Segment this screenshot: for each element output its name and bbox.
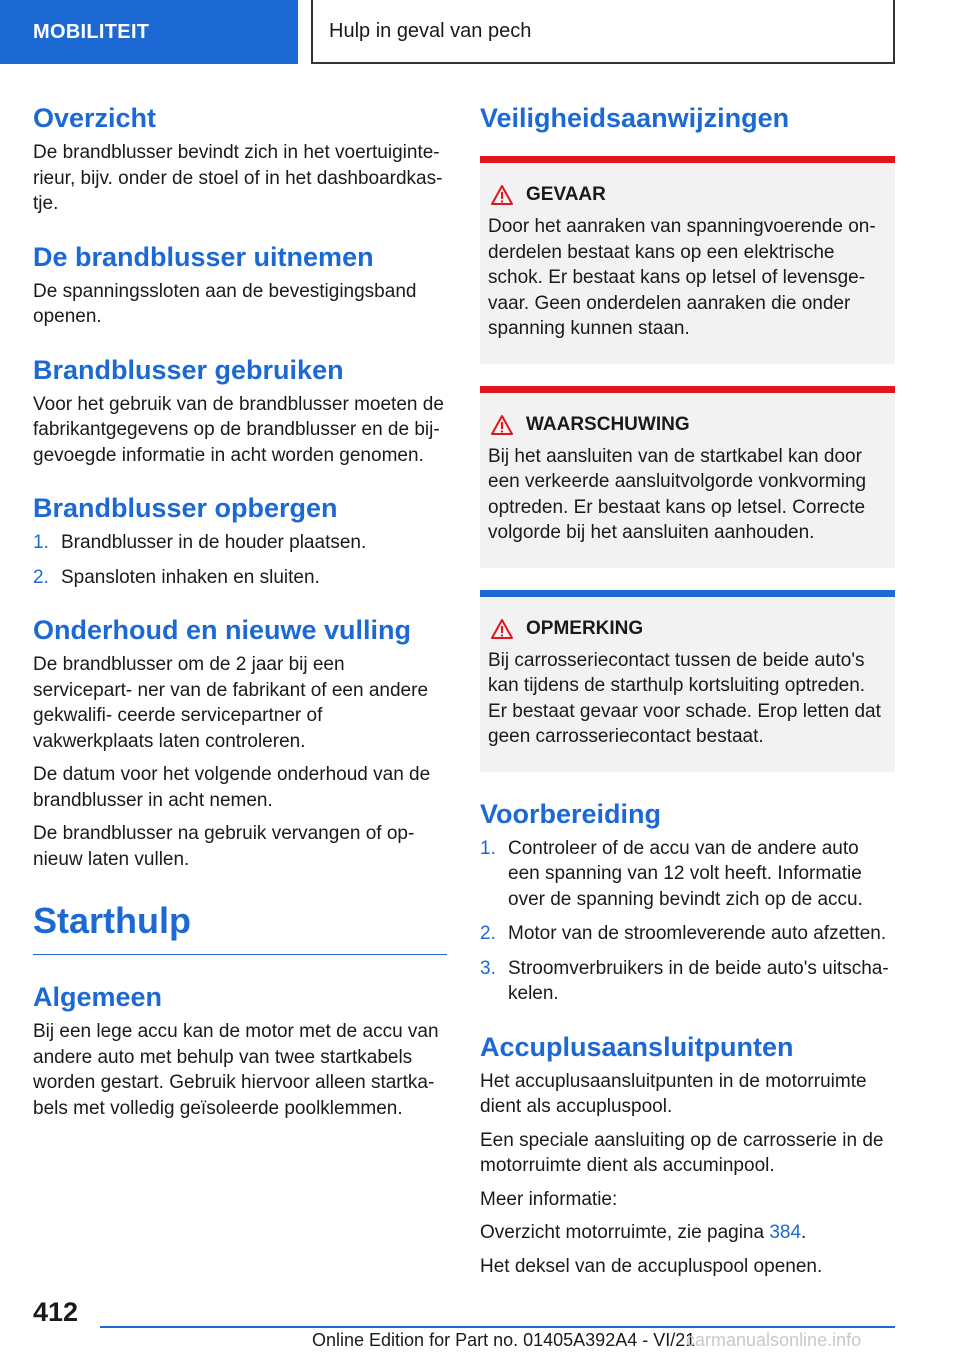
section-voorbereiding xyxy=(480,796,895,1007)
heading-overzicht: Overzicht xyxy=(33,103,157,133)
section-opbergen xyxy=(33,490,447,590)
step-text: Motor van de stroomleverende auto afzetten. xyxy=(508,923,887,944)
text-accuplus-3: Meer informatie: xyxy=(480,1188,618,1210)
heading-algemeen: Algemeen xyxy=(33,982,163,1012)
step-text: Controleer of de accu van de andere auto een spanning van 12 volt heeft. Informatie over de spanning bevindt zich op de accu. xyxy=(508,837,863,910)
warning-text: Bij carrosseriecontact tussen de beide auto's kan tijdens de starthulp kortsluiting optreden. Er bestaat gevaar voor schade. Erop letten dat geen carrosseriecontact bestaat. xyxy=(488,649,881,747)
section-algemeen xyxy=(33,979,447,1121)
warning-title xyxy=(488,412,887,438)
section-gebruiken xyxy=(33,352,447,469)
chapter-label: Hulp in geval van pech xyxy=(329,19,532,42)
heading-accuplus: Accuplusaansluitpunten xyxy=(480,1031,794,1062)
chapter-header xyxy=(311,0,895,64)
text-accuplus-5: Het deksel van de accupluspool openen. xyxy=(480,1255,823,1277)
text-onderhoud-2: De datum voor het volgende onderhoud van de brandblusser in acht nemen. xyxy=(33,764,431,811)
heading-opbergen: Brandblusser opbergen xyxy=(33,493,338,523)
list-item xyxy=(33,565,447,591)
heading-voorbereiding: Voorbereiding xyxy=(480,798,662,829)
page-reference-link[interactable]: 384 xyxy=(769,1222,802,1243)
notice-triangle-icon xyxy=(490,618,514,640)
step-text: Stroomverbruikers in de beide auto's uitscha- kelen. xyxy=(508,957,889,1004)
steps-opbergen xyxy=(33,530,447,590)
warning-label: WAARSCHUWING xyxy=(526,413,690,435)
section-uitnemen xyxy=(33,239,447,330)
step-text: Brandblusser in de houder plaatsen. xyxy=(61,532,367,553)
footer-divider xyxy=(100,1326,895,1328)
heading-onderhoud: Onderhoud en nieuwe vulling xyxy=(33,615,412,645)
text-accuplus-2: Een speciale aansluiting op de carrosserie in de motorruimte dient als accuminpool. xyxy=(480,1129,884,1176)
text-accuplus-1: Het accuplusaansluitpunten in de motorruimte dient als accupluspool. xyxy=(480,1070,867,1117)
text-onderhoud-3: De brandblusser na gebruik vervangen of op- nieuw laten vullen. xyxy=(33,823,415,870)
list-item xyxy=(480,836,895,913)
right-column xyxy=(480,100,895,1301)
heading-uitnemen: De brandblusser uitnemen xyxy=(33,241,374,272)
heading-gebruiken: Brandblusser gebruiken xyxy=(33,354,344,385)
edition-text: Online Edition for Part no. 01405A392A4 - VI/21 xyxy=(312,1330,696,1350)
list-item xyxy=(33,530,447,556)
step-number: 2. xyxy=(33,566,49,588)
warning-triangle-icon xyxy=(490,414,514,436)
warning-text: Door het aanraken van spanningvoerende on- derdelen bestaat kans op een elektrische schok. Er bestaat kans op letsel of levensge- vaar. Geen onderdelen aanraken die onder spanning kunnen staan. xyxy=(488,216,876,339)
reference-suffix: . xyxy=(801,1222,807,1243)
step-number: 1. xyxy=(480,837,496,859)
list-item xyxy=(480,921,895,947)
step-number: 3. xyxy=(480,957,496,979)
warning-label: OPMERKING xyxy=(526,617,644,639)
warning-box-waarschuwing xyxy=(480,386,895,568)
page-number: 412 xyxy=(33,1297,79,1327)
text-gebruiken: Voor het gebruik van de brandblusser moeten de fabrikantgegevens op de brandblusser en de bij- gevoegde informatie in acht worden genomen. xyxy=(33,393,444,466)
step-number: 2. xyxy=(480,923,496,944)
step-number: 1. xyxy=(33,532,49,553)
text-uitnemen: De spanningssloten aan de bevestigingsband openen. xyxy=(33,280,417,327)
list-item xyxy=(480,956,895,1007)
section-label: MOBILITEIT xyxy=(33,20,150,43)
warning-box-gevaar xyxy=(480,156,895,364)
section-tab xyxy=(0,0,298,64)
text-onderhoud-1: De brandblusser om de 2 jaar bij een servicepart- ner van de fabrikant of een andere gekwalifi- ceerde servicepartner of vakwerkplaats laten controleren. xyxy=(33,654,429,752)
warning-label: GEVAAR xyxy=(526,184,606,205)
section-accuplus xyxy=(480,1029,895,1280)
text-overzicht: De brandblusser bevindt zich in het voertuiginte- rieur, bijv. onder de stoel of in het dashboardkas- tje. xyxy=(33,142,443,214)
chapter-starthulp xyxy=(33,896,447,955)
notice-box-opmerking xyxy=(480,590,895,772)
warning-triangle-icon xyxy=(490,184,514,206)
warning-title xyxy=(488,616,887,642)
watermark-text: carmanualsonline.info xyxy=(686,1330,862,1350)
section-overzicht xyxy=(33,100,447,217)
warning-text: Bij het aansluiten van de startkabel kan door een verkeerde aansluitvolgorde vonkvorming optreden. Er bestaat kans op letsel. Correcte volgorde bij het aansluiten aanhouden. xyxy=(488,445,867,543)
warning-title xyxy=(488,182,887,208)
step-text: Spansloten inhaken en sluiten. xyxy=(61,566,320,588)
text-algemeen: Bij een lege accu kan de motor met de accu van andere auto met behulp van twee startkabels worden gestart. Gebruik hiervoor alleen startka- bels met volledig geïsoleerde poolklemmen. xyxy=(33,1021,439,1119)
text-accuplus-4 xyxy=(480,1220,895,1246)
left-column xyxy=(33,100,447,1143)
reference-prefix: Overzicht motorruimte, zie pagina xyxy=(480,1222,770,1243)
heading-veiligheid: Veiligheidsaanwijzingen xyxy=(480,103,790,133)
heading-starthulp: Starthulp xyxy=(33,896,447,955)
steps-voorbereiding xyxy=(480,836,895,1007)
section-onderhoud xyxy=(33,612,447,872)
